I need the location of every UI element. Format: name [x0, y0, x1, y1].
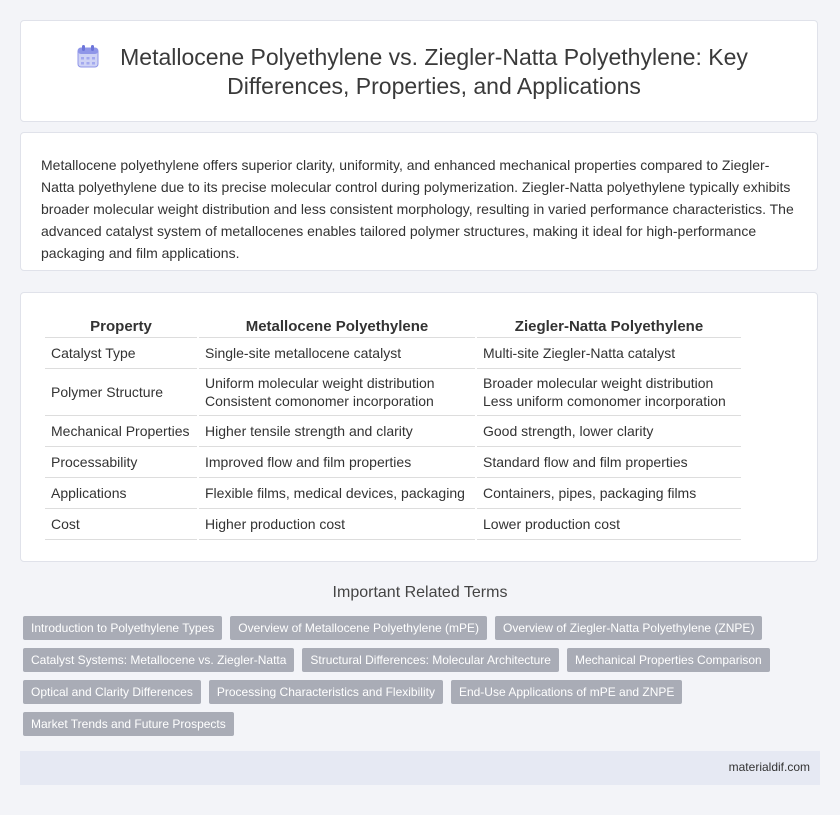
comparison-table	[43, 315, 743, 540]
page-title: Metallocene Polyethylene vs. Ziegler-Natta Polyethylene: Key Differences, Properties, and Applications	[120, 44, 748, 99]
table-cell: Improved flow and film properties	[199, 447, 475, 478]
table-cell: Mechanical Properties	[45, 416, 197, 447]
table-cell	[199, 369, 475, 416]
table-cell: Multi-site Ziegler-Natta catalyst	[477, 338, 741, 369]
table-row	[45, 416, 741, 447]
cell-line: Broader molecular weight distribution	[483, 375, 714, 391]
intro-paragraph: Metallocene polyethylene offers superior clarity, uniformity, and enhanced mechanical properties compared to Ziegler-Natta polyethylene due to its precise molecular control during polymerization. Ziegler-Natta polyethylene typically exhibits broader molecular weight distribution and less consistent morphology, resulting in varied performance characteristics. The advanced catalyst system of metallocenes enables tailored polymer structures, making it ideal for high-performance packaging and film applications.	[41, 157, 794, 261]
intro-card	[20, 132, 818, 271]
table-row	[45, 369, 741, 416]
related-terms-heading: Important Related Terms	[332, 584, 508, 601]
table-cell: Higher production cost	[199, 509, 475, 540]
table-header-row	[45, 315, 741, 338]
table-cell: Applications	[45, 478, 197, 509]
table-cell: Good strength, lower clarity	[477, 416, 741, 447]
table-row	[45, 338, 741, 369]
related-term-tag[interactable]: Introduction to Polyethylene Types	[23, 616, 222, 640]
table-row	[45, 478, 741, 509]
header-ziegler-natta: Ziegler-Natta Polyethylene	[477, 315, 741, 338]
table-cell: Catalyst Type	[45, 338, 197, 369]
table-cell: Flexible films, medical devices, packaging	[199, 478, 475, 509]
table-cell: Lower production cost	[477, 509, 741, 540]
related-term-tag[interactable]: Overview of Ziegler-Natta Polyethylene (ZNPE)	[495, 616, 762, 640]
table-cell: Standard flow and film properties	[477, 447, 741, 478]
footer	[20, 751, 820, 785]
related-term-tag[interactable]: Optical and Clarity Differences	[23, 680, 201, 704]
related-term-tag[interactable]: Catalyst Systems: Metallocene vs. Ziegler-Natta	[23, 648, 294, 672]
table-cell: Polymer Structure	[45, 369, 197, 416]
table-cell: Cost	[45, 509, 197, 540]
header-metallocene: Metallocene Polyethylene	[199, 315, 475, 338]
header-property: Property	[45, 315, 197, 338]
cell-line: Less uniform comonomer incorporation	[483, 393, 726, 409]
cell-line: Uniform molecular weight distribution	[205, 375, 435, 391]
table-row	[45, 509, 741, 540]
table-cell: Higher tensile strength and clarity	[199, 416, 475, 447]
comparison-card	[20, 292, 818, 562]
cell-line: Consistent comonomer incorporation	[205, 393, 434, 409]
footer-site-link[interactable]: materialdif.com	[728, 760, 810, 774]
related-term-tag[interactable]: End-Use Applications of mPE and ZNPE	[451, 680, 682, 704]
related-term-tag[interactable]: Processing Characteristics and Flexibility	[209, 680, 443, 704]
related-term-tag[interactable]: Structural Differences: Molecular Architecture	[302, 648, 559, 672]
table-cell	[477, 369, 741, 416]
related-term-tag[interactable]: Overview of Metallocene Polyethylene (mPE)	[230, 616, 487, 640]
table-cell: Containers, pipes, packaging films	[477, 478, 741, 509]
table-cell: Processability	[45, 447, 197, 478]
table-row	[45, 447, 741, 478]
related-term-tag[interactable]: Mechanical Properties Comparison	[567, 648, 770, 672]
table-cell: Single-site metallocene catalyst	[199, 338, 475, 369]
title-card	[20, 20, 818, 122]
related-term-tag[interactable]: Market Trends and Future Prospects	[23, 712, 234, 736]
related-terms-list	[23, 616, 803, 736]
